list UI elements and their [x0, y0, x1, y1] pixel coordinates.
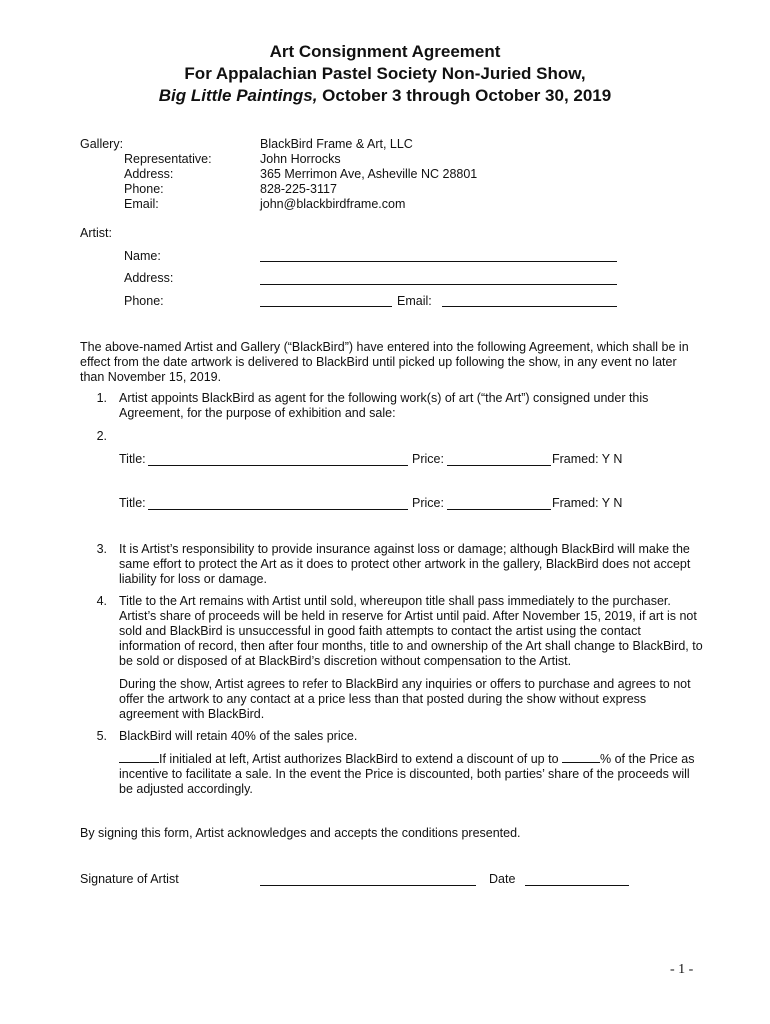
item-number: 5. — [96, 729, 107, 743]
artist-name-field[interactable] — [260, 261, 617, 262]
email-value: john@blackbirdframe.com — [260, 197, 406, 211]
item-1-text: Artist appoints BlackBird as agent for the following work(s) of art (“the Art”) consigned under this Agreement, for the purpose of exhibition and sale: — [119, 391, 649, 420]
initial-field[interactable] — [119, 751, 159, 763]
gallery-field-labels — [124, 152, 212, 212]
show-dates: October 3 through October 30, 2019 — [317, 86, 612, 105]
item-number: 4. — [96, 594, 107, 608]
gallery-field-values — [260, 152, 477, 212]
artwork-1-price-field[interactable] — [447, 465, 551, 466]
artwork-1-price-label: Price: — [412, 452, 444, 466]
artist-address-field[interactable] — [260, 284, 617, 285]
date-label: Date — [489, 872, 516, 886]
item-4-text-continued: During the show, Artist agrees to refer to BlackBird any inquiries or offers to purchase and agrees to not offer the artwork to any contact at a price less than that posted during the show without express agreement with BlackBird. — [119, 677, 691, 721]
artwork-1-title-label: Title: — [119, 452, 146, 466]
artwork-1-framed-label: Framed: Y N — [552, 452, 623, 466]
artwork-2-price-label: Price: — [412, 496, 444, 510]
phone-label: Phone: — [124, 182, 164, 196]
item-number: 3. — [96, 542, 107, 556]
artwork-1-title-field[interactable] — [148, 465, 408, 466]
artwork-2-title-label: Title: — [119, 496, 146, 510]
item-number: 2. — [96, 429, 107, 443]
closing-statement: By signing this form, Artist acknowledges and accepts the conditions presented. — [80, 826, 521, 840]
intro-paragraph: The above-named Artist and Gallery (“BlackBird”) have entered into the following Agreement, which shall be in effect from the date artwork is delivered to BlackBird until picked up following the show, in any event no later than November 15, 2019. — [80, 340, 689, 384]
rep-value: John Horrocks — [260, 152, 341, 166]
artwork-2-title-field[interactable] — [148, 509, 408, 510]
discount-percent-field[interactable] — [562, 751, 600, 763]
item-number: 1. — [96, 391, 107, 405]
signature-field[interactable] — [260, 885, 476, 886]
artist-label: Artist: — [80, 226, 112, 240]
email-label: Email: — [124, 197, 159, 211]
address-value: 365 Merrimon Ave, Asheville NC 28801 — [260, 167, 478, 181]
discount-clause — [119, 751, 703, 797]
address-label: Address: — [124, 167, 174, 181]
item-5-text: BlackBird will retain 40% of the sales price. — [119, 729, 358, 743]
discount-text-pre: If initialed at left, Artist authorizes BlackBird to extend a discount of up to — [159, 752, 562, 766]
gallery-name: BlackBird Frame & Art, LLC — [260, 137, 413, 151]
doc-subtitle-dates — [0, 85, 770, 107]
artist-email-label: Email: — [397, 294, 432, 308]
artist-phone-label: Phone: — [124, 294, 164, 308]
artist-name-label: Name: — [124, 249, 161, 263]
doc-subtitle: For Appalachian Pastel Society Non-Juried Show, — [184, 64, 586, 83]
page-number: - 1 - — [670, 962, 694, 977]
phone-value: 828-225-3117 — [260, 182, 337, 196]
doc-title: Art Consignment Agreement — [269, 42, 501, 61]
artwork-2-price-field[interactable] — [447, 509, 551, 510]
date-field[interactable] — [525, 885, 629, 886]
discount-text-post: % of the Price as incentive to facilitate a sale. In the event the Price is discounted, both parties’ share of the proceeds will be adjusted accordingly. — [119, 752, 695, 796]
show-name: Big Little Paintings, — [158, 86, 318, 105]
item-4-text: Title to the Art remains with Artist until sold, whereupon title shall pass immediately to the purchaser. Artist’s share of proceeds will be held in reserve for Artist until paid. After November 15, 2019, if art is not sold and BlackBird is unsuccessful in good faith attempts to contact the artist using the contact information of record, then after four months, title to and ownership of the Art shall change to BlackBird, to be sold or disposed of at BlackBird’s discretion without compensation to the Artist. — [119, 594, 703, 668]
gallery-label: Gallery: — [80, 137, 124, 151]
artist-phone-field[interactable] — [260, 306, 392, 307]
artist-email-field[interactable] — [442, 306, 617, 307]
artist-address-label: Address: — [124, 271, 174, 285]
rep-label: Representative: — [124, 152, 212, 166]
signature-label: Signature of Artist — [80, 872, 179, 886]
item-3-text: It is Artist’s responsibility to provide insurance against loss or damage; although BlackBird will make the same effort to protect the Art as it does to protect other artwork in the gallery, BlackBird does not accept liability for loss or damage. — [119, 542, 691, 586]
artwork-2-framed-label: Framed: Y N — [552, 496, 623, 510]
